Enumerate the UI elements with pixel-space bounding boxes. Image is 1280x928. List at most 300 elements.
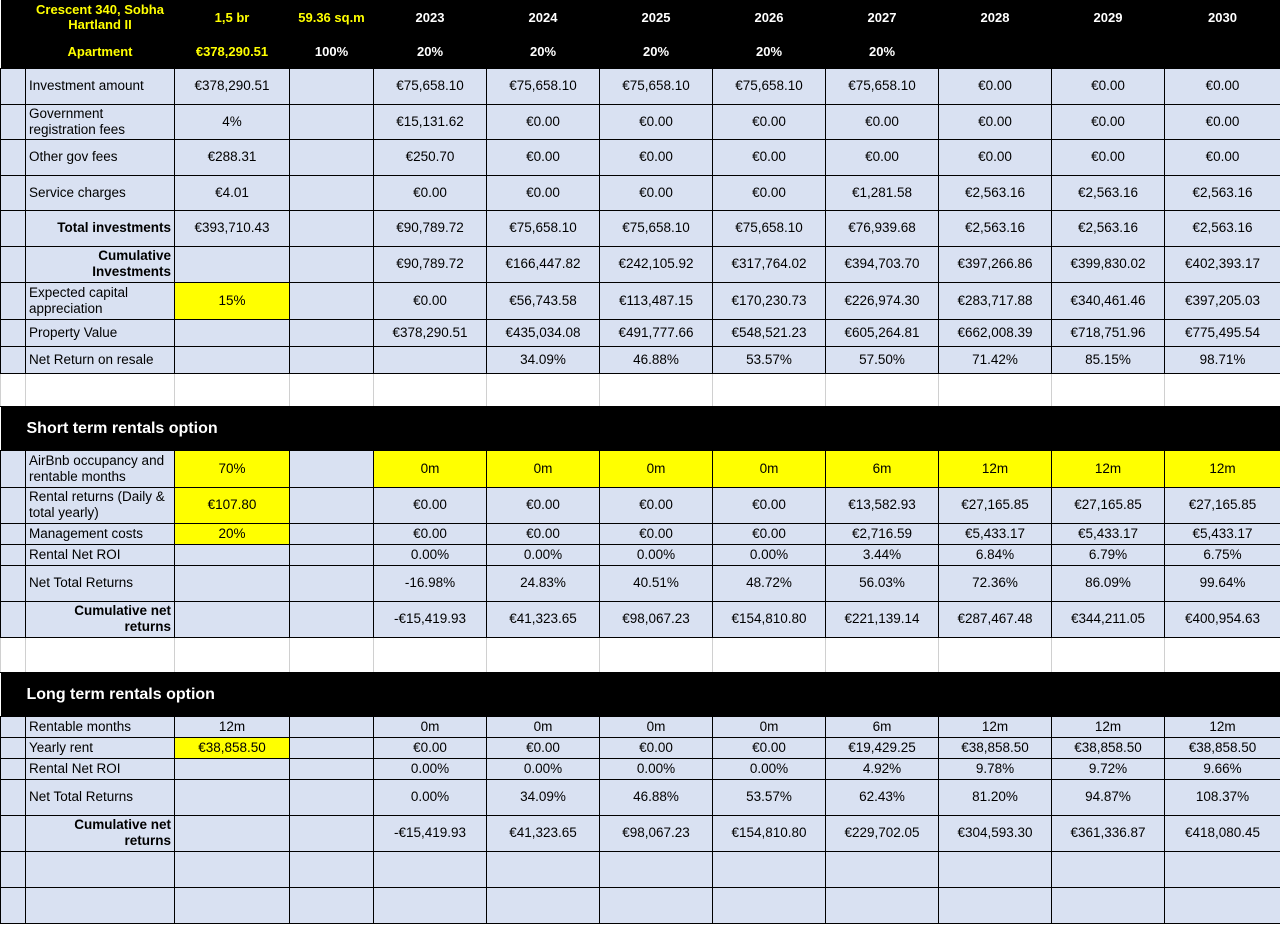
label-cell[interactable]: Other gov fees: [26, 139, 175, 175]
year-cell-2027[interactable]: €13,582.93: [826, 487, 939, 523]
year-cell-2024[interactable]: €0.00: [487, 487, 600, 523]
year-cell-2026[interactable]: 53.57%: [713, 346, 826, 373]
year-cell-2027[interactable]: €221,139.14: [826, 601, 939, 637]
empty-cell[interactable]: [713, 851, 826, 887]
value-cell[interactable]: [175, 758, 290, 779]
aux-cell[interactable]: [290, 319, 374, 346]
empty-cell[interactable]: [374, 637, 487, 672]
year-cell-2029[interactable]: 94.87%: [1052, 779, 1165, 815]
empty-cell[interactable]: [374, 851, 487, 887]
year-cell-2023[interactable]: €90,789.72: [374, 210, 487, 246]
year-cell-2026[interactable]: €170,230.73: [713, 282, 826, 319]
year-cell-2028[interactable]: €662,008.39: [939, 319, 1052, 346]
year-cell-2027[interactable]: €75,658.10: [826, 68, 939, 104]
header-payment-2025[interactable]: 20%: [600, 35, 713, 68]
year-cell-2028[interactable]: €287,467.48: [939, 601, 1052, 637]
year-cell-2028[interactable]: €0.00: [939, 68, 1052, 104]
year-cell-2028[interactable]: 9.78%: [939, 758, 1052, 779]
year-cell-2026[interactable]: €0.00: [713, 139, 826, 175]
year-cell-2023[interactable]: 0.00%: [374, 544, 487, 565]
empty-cell[interactable]: [1165, 637, 1280, 672]
label-cell[interactable]: Rental Net ROI: [26, 544, 175, 565]
year-cell-2023[interactable]: €0.00: [374, 487, 487, 523]
value-cell[interactable]: [175, 544, 290, 565]
value-cell[interactable]: [175, 346, 290, 373]
aux-cell[interactable]: [290, 815, 374, 851]
year-cell-2024[interactable]: 34.09%: [487, 779, 600, 815]
year-cell-2027[interactable]: 56.03%: [826, 565, 939, 601]
aux-cell[interactable]: [290, 737, 374, 758]
empty-cell[interactable]: [600, 637, 713, 672]
label-cell[interactable]: Property Value: [26, 319, 175, 346]
year-cell-2026[interactable]: €317,764.02: [713, 246, 826, 282]
year-cell-2030[interactable]: €400,954.63: [1165, 601, 1280, 637]
year-cell-2026[interactable]: €154,810.80: [713, 601, 826, 637]
year-cell-2030[interactable]: €27,165.85: [1165, 487, 1280, 523]
year-cell-2024[interactable]: €0.00: [487, 523, 600, 544]
empty-cell[interactable]: [290, 887, 374, 923]
year-cell-2026[interactable]: €548,521.23: [713, 319, 826, 346]
year-cell-2023[interactable]: €378,290.51: [374, 319, 487, 346]
year-cell-2029[interactable]: €27,165.85: [1052, 487, 1165, 523]
year-cell-2023[interactable]: €75,658.10: [374, 68, 487, 104]
header-year-2030[interactable]: 2030: [1165, 0, 1280, 35]
year-cell-2027[interactable]: €1,281.58: [826, 175, 939, 210]
aux-cell[interactable]: [290, 175, 374, 210]
aux-cell[interactable]: [290, 779, 374, 815]
header-payment-2030[interactable]: [1165, 35, 1280, 68]
year-cell-2028[interactable]: 81.20%: [939, 779, 1052, 815]
header-type[interactable]: Apartment: [26, 35, 175, 68]
year-cell-2028[interactable]: €397,266.86: [939, 246, 1052, 282]
value-cell[interactable]: [175, 246, 290, 282]
label-cell[interactable]: Net Total Returns: [26, 779, 175, 815]
header-year-2027[interactable]: 2027: [826, 0, 939, 35]
year-cell-2027[interactable]: 6m: [826, 450, 939, 487]
year-cell-2027[interactable]: €226,974.30: [826, 282, 939, 319]
year-cell-2030[interactable]: €397,205.03: [1165, 282, 1280, 319]
year-cell-2027[interactable]: €2,716.59: [826, 523, 939, 544]
value-cell[interactable]: [175, 565, 290, 601]
empty-cell[interactable]: [826, 373, 939, 406]
year-cell-2029[interactable]: €340,461.46: [1052, 282, 1165, 319]
aux-cell[interactable]: [290, 716, 374, 737]
year-cell-2028[interactable]: 12m: [939, 716, 1052, 737]
year-cell-2025[interactable]: €113,487.15: [600, 282, 713, 319]
empty-cell[interactable]: [1, 887, 26, 923]
year-cell-2028[interactable]: 6.84%: [939, 544, 1052, 565]
year-cell-2028[interactable]: €2,563.16: [939, 210, 1052, 246]
empty-cell[interactable]: [487, 887, 600, 923]
empty-cell[interactable]: [939, 887, 1052, 923]
empty-cell[interactable]: [374, 373, 487, 406]
label-cell[interactable]: Yearly rent: [26, 737, 175, 758]
label-cell[interactable]: Net Return on resale: [26, 346, 175, 373]
year-cell-2026[interactable]: €0.00: [713, 523, 826, 544]
year-cell-2025[interactable]: 0.00%: [600, 758, 713, 779]
empty-cell[interactable]: [1165, 373, 1280, 406]
year-cell-2026[interactable]: 53.57%: [713, 779, 826, 815]
header-payment-2023[interactable]: 20%: [374, 35, 487, 68]
year-cell-2027[interactable]: €19,429.25: [826, 737, 939, 758]
year-cell-2030[interactable]: €418,080.45: [1165, 815, 1280, 851]
year-cell-2023[interactable]: €250.70: [374, 139, 487, 175]
header-year-2026[interactable]: 2026: [713, 0, 826, 35]
aux-cell[interactable]: [290, 282, 374, 319]
year-cell-2029[interactable]: 9.72%: [1052, 758, 1165, 779]
empty-cell[interactable]: [26, 887, 175, 923]
year-cell-2027[interactable]: 6m: [826, 716, 939, 737]
empty-cell[interactable]: [290, 637, 374, 672]
year-cell-2030[interactable]: 99.64%: [1165, 565, 1280, 601]
aux-cell[interactable]: [290, 450, 374, 487]
year-cell-2023[interactable]: €0.00: [374, 737, 487, 758]
year-cell-2024[interactable]: €0.00: [487, 104, 600, 139]
year-cell-2024[interactable]: €41,323.65: [487, 815, 600, 851]
year-cell-2030[interactable]: €0.00: [1165, 104, 1280, 139]
year-cell-2026[interactable]: €75,658.10: [713, 210, 826, 246]
year-cell-2026[interactable]: 0.00%: [713, 544, 826, 565]
empty-cell[interactable]: [175, 373, 290, 406]
header-project[interactable]: Crescent 340, Sobha Hartland II: [26, 0, 175, 35]
header-year-2023[interactable]: 2023: [374, 0, 487, 35]
year-cell-2026[interactable]: €0.00: [713, 487, 826, 523]
year-cell-2030[interactable]: 12m: [1165, 450, 1280, 487]
year-cell-2030[interactable]: €0.00: [1165, 68, 1280, 104]
empty-cell[interactable]: [1052, 373, 1165, 406]
year-cell-2025[interactable]: 46.88%: [600, 779, 713, 815]
value-cell[interactable]: 20%: [175, 523, 290, 544]
value-cell[interactable]: 4%: [175, 104, 290, 139]
row-management-costs: [1, 523, 1280, 544]
year-cell-2025[interactable]: 40.51%: [600, 565, 713, 601]
year-cell-2025[interactable]: 46.88%: [600, 346, 713, 373]
aux-cell[interactable]: [290, 487, 374, 523]
empty-cell[interactable]: [939, 637, 1052, 672]
value-cell[interactable]: €288.31: [175, 139, 290, 175]
year-cell-2029[interactable]: 12m: [1052, 450, 1165, 487]
year-cell-2027[interactable]: €605,264.81: [826, 319, 939, 346]
year-cell-2027[interactable]: €229,702.05: [826, 815, 939, 851]
value-cell[interactable]: [175, 779, 290, 815]
year-cell-2023[interactable]: 0.00%: [374, 758, 487, 779]
year-cell-2025[interactable]: €242,105.92: [600, 246, 713, 282]
year-cell-2030[interactable]: 108.37%: [1165, 779, 1280, 815]
empty-cell[interactable]: [374, 887, 487, 923]
empty-cell[interactable]: [26, 373, 175, 406]
year-cell-2026[interactable]: €0.00: [713, 104, 826, 139]
year-cell-2029[interactable]: 85.15%: [1052, 346, 1165, 373]
year-cell-2026[interactable]: 48.72%: [713, 565, 826, 601]
row-rental-returns-daily-total-yearly: [1, 487, 1280, 523]
value-cell[interactable]: €4.01: [175, 175, 290, 210]
year-cell-2025[interactable]: €0.00: [600, 175, 713, 210]
empty-cell[interactable]: [1, 373, 26, 406]
year-cell-2026[interactable]: 0.00%: [713, 758, 826, 779]
header-year-2024[interactable]: 2024: [487, 0, 600, 35]
header-bedrooms[interactable]: 1,5 br: [175, 0, 290, 35]
year-cell-2029[interactable]: 12m: [1052, 716, 1165, 737]
header-payment-total[interactable]: 100%: [290, 35, 374, 68]
year-cell-2025[interactable]: €0.00: [600, 139, 713, 175]
empty-cell[interactable]: [939, 851, 1052, 887]
year-cell-2027[interactable]: 3.44%: [826, 544, 939, 565]
header-year-2025[interactable]: 2025: [600, 0, 713, 35]
year-cell-2025[interactable]: €98,067.23: [600, 601, 713, 637]
year-cell-2024[interactable]: 0m: [487, 450, 600, 487]
empty-cell[interactable]: [1, 851, 26, 887]
value-cell[interactable]: €38,858.50: [175, 737, 290, 758]
label-cell[interactable]: AirBnb occupancy and rentable months: [26, 450, 175, 487]
year-cell-2026[interactable]: €75,658.10: [713, 68, 826, 104]
year-cell-2025[interactable]: €491,777.66: [600, 319, 713, 346]
year-cell-2024[interactable]: €0.00: [487, 175, 600, 210]
header-year-2029[interactable]: 2029: [1052, 0, 1165, 35]
year-cell-2030[interactable]: 12m: [1165, 716, 1280, 737]
empty-cell[interactable]: [1052, 887, 1165, 923]
year-cell-2024[interactable]: 0.00%: [487, 758, 600, 779]
header-price[interactable]: €378,290.51: [175, 35, 290, 68]
label-cell[interactable]: Government registration fees: [26, 104, 175, 139]
year-cell-2029[interactable]: €0.00: [1052, 68, 1165, 104]
year-cell-2030[interactable]: 9.66%: [1165, 758, 1280, 779]
year-cell-2029[interactable]: €38,858.50: [1052, 737, 1165, 758]
year-cell-2028[interactable]: €0.00: [939, 139, 1052, 175]
year-cell-2028[interactable]: €38,858.50: [939, 737, 1052, 758]
year-cell-2025[interactable]: 0m: [600, 450, 713, 487]
year-cell-2023[interactable]: €0.00: [374, 282, 487, 319]
empty-cell[interactable]: [826, 851, 939, 887]
year-cell-2029[interactable]: €2,563.16: [1052, 175, 1165, 210]
empty-cell[interactable]: [600, 373, 713, 406]
aux-cell[interactable]: [290, 139, 374, 175]
section-title[interactable]: Long term rentals option: [1, 672, 290, 716]
year-cell-2027[interactable]: €0.00: [826, 139, 939, 175]
value-cell[interactable]: [175, 319, 290, 346]
aux-cell[interactable]: [290, 601, 374, 637]
aux-cell[interactable]: [290, 346, 374, 373]
label-cell[interactable]: Cumulative Investments: [26, 246, 175, 282]
year-cell-2024[interactable]: 0.00%: [487, 544, 600, 565]
value-cell[interactable]: €107.80: [175, 487, 290, 523]
year-cell-2023[interactable]: €90,789.72: [374, 246, 487, 282]
year-cell-2023[interactable]: -€15,419.93: [374, 815, 487, 851]
empty-cell[interactable]: [175, 637, 290, 672]
empty-cell[interactable]: [26, 851, 175, 887]
year-cell-2025[interactable]: 0.00%: [600, 544, 713, 565]
year-cell-2024[interactable]: €0.00: [487, 139, 600, 175]
year-cell-2029[interactable]: €0.00: [1052, 139, 1165, 175]
year-cell-2024[interactable]: €56,743.58: [487, 282, 600, 319]
year-cell-2029[interactable]: €361,336.87: [1052, 815, 1165, 851]
year-cell-2023[interactable]: 0m: [374, 716, 487, 737]
empty-cell[interactable]: [1165, 851, 1280, 887]
empty-cell[interactable]: [713, 637, 826, 672]
year-cell-2025[interactable]: €0.00: [600, 523, 713, 544]
aux-cell[interactable]: [290, 210, 374, 246]
year-cell-2030[interactable]: €0.00: [1165, 139, 1280, 175]
year-cell-2029[interactable]: €0.00: [1052, 104, 1165, 139]
year-cell-2024[interactable]: 34.09%: [487, 346, 600, 373]
empty-cell[interactable]: [713, 373, 826, 406]
year-cell-2030[interactable]: €775,495.54: [1165, 319, 1280, 346]
year-cell-2023[interactable]: €0.00: [374, 175, 487, 210]
label-cell[interactable]: Expected capital appreciation: [26, 282, 175, 319]
aux-cell[interactable]: [290, 104, 374, 139]
empty-cell[interactable]: [600, 887, 713, 923]
empty-cell[interactable]: [1052, 851, 1165, 887]
header-payment-2026[interactable]: 20%: [713, 35, 826, 68]
empty-cell[interactable]: [826, 637, 939, 672]
year-cell-2023[interactable]: -16.98%: [374, 565, 487, 601]
label-cell[interactable]: Investment amount: [26, 68, 175, 104]
year-cell-2024[interactable]: €0.00: [487, 737, 600, 758]
empty-cell[interactable]: [826, 887, 939, 923]
year-cell-2029[interactable]: 6.79%: [1052, 544, 1165, 565]
year-cell-2028[interactable]: 12m: [939, 450, 1052, 487]
year-cell-2025[interactable]: €0.00: [600, 737, 713, 758]
label-cell[interactable]: Net Total Returns: [26, 565, 175, 601]
year-cell-2029[interactable]: €344,211.05: [1052, 601, 1165, 637]
empty-cell[interactable]: [175, 851, 290, 887]
section-header-cell: [826, 672, 939, 716]
label-cell[interactable]: Rental returns (Daily & total yearly): [26, 487, 175, 523]
value-cell[interactable]: 15%: [175, 282, 290, 319]
aux-cell[interactable]: [290, 565, 374, 601]
year-cell-2024[interactable]: €166,447.82: [487, 246, 600, 282]
year-cell-2024[interactable]: €435,034.08: [487, 319, 600, 346]
year-cell-2028[interactable]: €2,563.16: [939, 175, 1052, 210]
header-payment-2024[interactable]: 20%: [487, 35, 600, 68]
empty-cell[interactable]: [1165, 887, 1280, 923]
year-cell-2025[interactable]: €98,067.23: [600, 815, 713, 851]
year-cell-2023[interactable]: 0m: [374, 450, 487, 487]
year-cell-2030[interactable]: 98.71%: [1165, 346, 1280, 373]
empty-cell[interactable]: [290, 373, 374, 406]
year-cell-2026[interactable]: 0m: [713, 716, 826, 737]
year-cell-2030[interactable]: 6.75%: [1165, 544, 1280, 565]
year-cell-2026[interactable]: €0.00: [713, 737, 826, 758]
year-cell-2025[interactable]: €0.00: [600, 487, 713, 523]
value-cell[interactable]: [175, 601, 290, 637]
aux-cell[interactable]: [290, 246, 374, 282]
year-cell-2028[interactable]: 71.42%: [939, 346, 1052, 373]
value-cell[interactable]: [175, 815, 290, 851]
label-cell[interactable]: Rentable months: [26, 716, 175, 737]
year-cell-2026[interactable]: €154,810.80: [713, 815, 826, 851]
empty-cell[interactable]: [1052, 637, 1165, 672]
year-cell-2026[interactable]: €0.00: [713, 175, 826, 210]
year-cell-2030[interactable]: €2,563.16: [1165, 210, 1280, 246]
year-cell-2027[interactable]: 62.43%: [826, 779, 939, 815]
value-cell[interactable]: 12m: [175, 716, 290, 737]
header-payment-2029[interactable]: [1052, 35, 1165, 68]
year-cell-2028[interactable]: €283,717.88: [939, 282, 1052, 319]
empty-cell[interactable]: [487, 373, 600, 406]
year-cell-2029[interactable]: €718,751.96: [1052, 319, 1165, 346]
year-cell-2028[interactable]: €0.00: [939, 104, 1052, 139]
year-cell-2029[interactable]: €399,830.02: [1052, 246, 1165, 282]
value-cell[interactable]: €378,290.51: [175, 68, 290, 104]
year-cell-2027[interactable]: 4.92%: [826, 758, 939, 779]
year-cell-2025[interactable]: €75,658.10: [600, 68, 713, 104]
aux-cell[interactable]: [290, 523, 374, 544]
year-cell-2027[interactable]: €394,703.70: [826, 246, 939, 282]
label-cell[interactable]: Total investments: [26, 210, 175, 246]
year-cell-2027[interactable]: €0.00: [826, 104, 939, 139]
year-cell-2023[interactable]: -€15,419.93: [374, 601, 487, 637]
empty-cell[interactable]: [487, 637, 600, 672]
year-cell-2030[interactable]: €38,858.50: [1165, 737, 1280, 758]
header-payment-2028[interactable]: [939, 35, 1052, 68]
label-cell[interactable]: Service charges: [26, 175, 175, 210]
label-cell[interactable]: Rental Net ROI: [26, 758, 175, 779]
year-cell-2024[interactable]: 24.83%: [487, 565, 600, 601]
year-cell-2024[interactable]: €75,658.10: [487, 210, 600, 246]
value-cell[interactable]: 70%: [175, 450, 290, 487]
empty-cell[interactable]: [175, 887, 290, 923]
header-area[interactable]: 59.36 sq.m: [290, 0, 374, 35]
label-cell[interactable]: Management costs: [26, 523, 175, 544]
empty-cell[interactable]: [290, 851, 374, 887]
header-payment-2027[interactable]: 20%: [826, 35, 939, 68]
year-cell-2030[interactable]: €5,433.17: [1165, 523, 1280, 544]
year-cell-2023[interactable]: €0.00: [374, 523, 487, 544]
year-cell-2027[interactable]: €76,939.68: [826, 210, 939, 246]
year-cell-2023[interactable]: 0.00%: [374, 779, 487, 815]
section-header-cell: [600, 672, 713, 716]
year-cell-2026[interactable]: 0m: [713, 450, 826, 487]
year-cell-2029[interactable]: 86.09%: [1052, 565, 1165, 601]
empty-row: [1, 887, 1280, 923]
year-cell-2028[interactable]: €27,165.85: [939, 487, 1052, 523]
section-title[interactable]: Short term rentals option: [1, 406, 290, 450]
year-cell-2024[interactable]: €75,658.10: [487, 68, 600, 104]
year-cell-2028[interactable]: 72.36%: [939, 565, 1052, 601]
empty-cell[interactable]: [1, 637, 26, 672]
year-cell-2023[interactable]: €15,131.62: [374, 104, 487, 139]
row-net-return-on-resale: [1, 346, 1280, 373]
year-cell-2029[interactable]: €5,433.17: [1052, 523, 1165, 544]
year-cell-2025[interactable]: €0.00: [600, 104, 713, 139]
aux-cell[interactable]: [290, 544, 374, 565]
empty-cell[interactable]: [487, 851, 600, 887]
row-gutter: [1, 210, 26, 246]
year-cell-2028[interactable]: €5,433.17: [939, 523, 1052, 544]
empty-cell[interactable]: [713, 887, 826, 923]
empty-cell[interactable]: [600, 851, 713, 887]
empty-cell[interactable]: [26, 637, 175, 672]
header-year-2028[interactable]: 2028: [939, 0, 1052, 35]
aux-cell[interactable]: [290, 758, 374, 779]
year-cell-2025[interactable]: €75,658.10: [600, 210, 713, 246]
section-header-cell: [374, 406, 487, 450]
year-cell-2027[interactable]: 57.50%: [826, 346, 939, 373]
year-cell-2024[interactable]: €41,323.65: [487, 601, 600, 637]
year-cell-2030[interactable]: €2,563.16: [1165, 175, 1280, 210]
year-cell-2030[interactable]: €402,393.17: [1165, 246, 1280, 282]
aux-cell[interactable]: [290, 68, 374, 104]
label-cell[interactable]: Cumulative net returns: [26, 815, 175, 851]
label-cell[interactable]: Cumulative net returns: [26, 601, 175, 637]
year-cell-2024[interactable]: 0m: [487, 716, 600, 737]
year-cell-2028[interactable]: €304,593.30: [939, 815, 1052, 851]
year-cell-2025[interactable]: 0m: [600, 716, 713, 737]
year-cell-2029[interactable]: €2,563.16: [1052, 210, 1165, 246]
value-cell[interactable]: €393,710.43: [175, 210, 290, 246]
year-cell-2023[interactable]: [374, 346, 487, 373]
empty-cell[interactable]: [939, 373, 1052, 406]
